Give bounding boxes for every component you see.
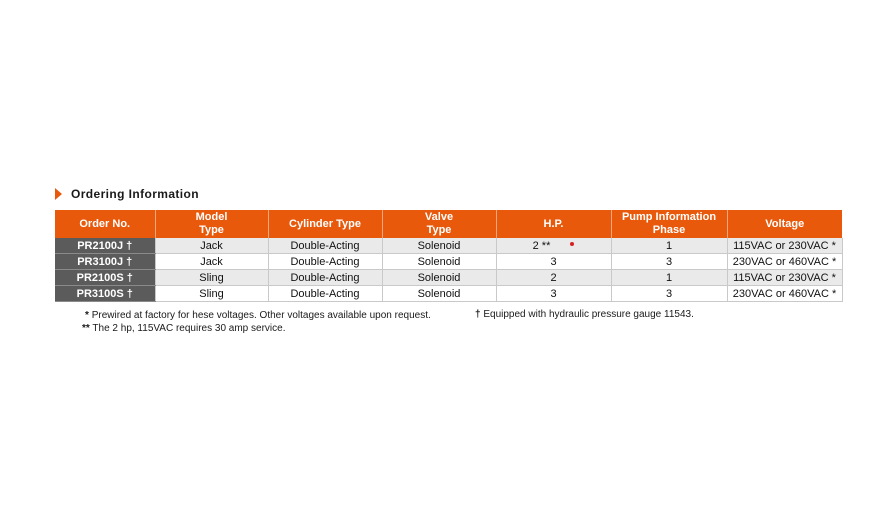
hp-cell: [496, 238, 611, 254]
footnote-text: Prewired at factory for hese voltages. Other voltages available upon request.: [91, 310, 431, 321]
table-row: [55, 238, 842, 254]
table-row: [55, 254, 842, 270]
valve-cell: Solenoid: [382, 286, 496, 302]
cylinder-cell: Double-Acting: [268, 270, 382, 286]
valve-cell: Solenoid: [382, 238, 496, 254]
phase-cell: 3: [611, 286, 727, 302]
table-row: [55, 270, 842, 286]
model-cell: Sling: [155, 286, 268, 302]
hp-value: 2 **: [532, 239, 551, 252]
phase-cell: 3: [611, 254, 727, 270]
cylinder-cell: Double-Acting: [268, 286, 382, 302]
hp-cell: 2: [496, 270, 611, 286]
header-voltage: Voltage: [727, 210, 842, 238]
model-cell: Jack: [155, 254, 268, 270]
red-dot-icon: [570, 242, 574, 246]
hp-cell: 3: [496, 286, 611, 302]
order-no-cell: PR2100J †: [55, 238, 155, 254]
phase-cell: 1: [611, 270, 727, 286]
model-cell: Sling: [155, 270, 268, 286]
section-title: Ordering Information: [71, 187, 199, 201]
footnote-gauge: [475, 309, 694, 320]
header-valve-type: Valve Type: [382, 210, 496, 238]
hp-cell: 3: [496, 254, 611, 270]
voltage-cell: 115VAC or 230VAC *: [727, 238, 842, 254]
valve-cell: Solenoid: [382, 254, 496, 270]
header-order-no: Order No.: [55, 210, 155, 238]
footnote-mark: †: [475, 309, 481, 320]
voltage-cell: 230VAC or 460VAC *: [727, 254, 842, 270]
footnote-text: The 2 hp, 115VAC requires 30 amp service.: [92, 323, 286, 334]
model-cell: Jack: [155, 238, 268, 254]
valve-cell: Solenoid: [382, 270, 496, 286]
header-cylinder-type: Cylinder Type: [268, 210, 382, 238]
header-model-type: Model Type: [155, 210, 268, 238]
footnote-text: Equipped with hydraulic pressure gauge 11543.: [483, 309, 694, 320]
voltage-cell: 230VAC or 460VAC *: [727, 286, 842, 302]
ordering-table: [55, 210, 843, 302]
order-no-cell: PR3100J †: [55, 254, 155, 270]
footnote-voltage: [85, 309, 431, 323]
header-hp: H.P.: [496, 210, 611, 238]
cylinder-cell: Double-Acting: [268, 238, 382, 254]
order-no-cell: PR3100S †: [55, 286, 155, 302]
footnote-amp-service: [82, 323, 285, 334]
section-heading: [55, 186, 199, 202]
triangle-bullet-icon: [55, 188, 62, 200]
footnote-mark: *: [85, 310, 89, 321]
voltage-cell: 115VAC or 230VAC *: [727, 270, 842, 286]
footnote-mark: **: [82, 323, 90, 334]
table-header-row: [55, 210, 842, 238]
order-no-cell: PR2100S †: [55, 270, 155, 286]
table-row: [55, 286, 842, 302]
cylinder-cell: Double-Acting: [268, 254, 382, 270]
header-pump-phase: Pump Information Phase: [611, 210, 727, 238]
phase-cell: 1: [611, 238, 727, 254]
